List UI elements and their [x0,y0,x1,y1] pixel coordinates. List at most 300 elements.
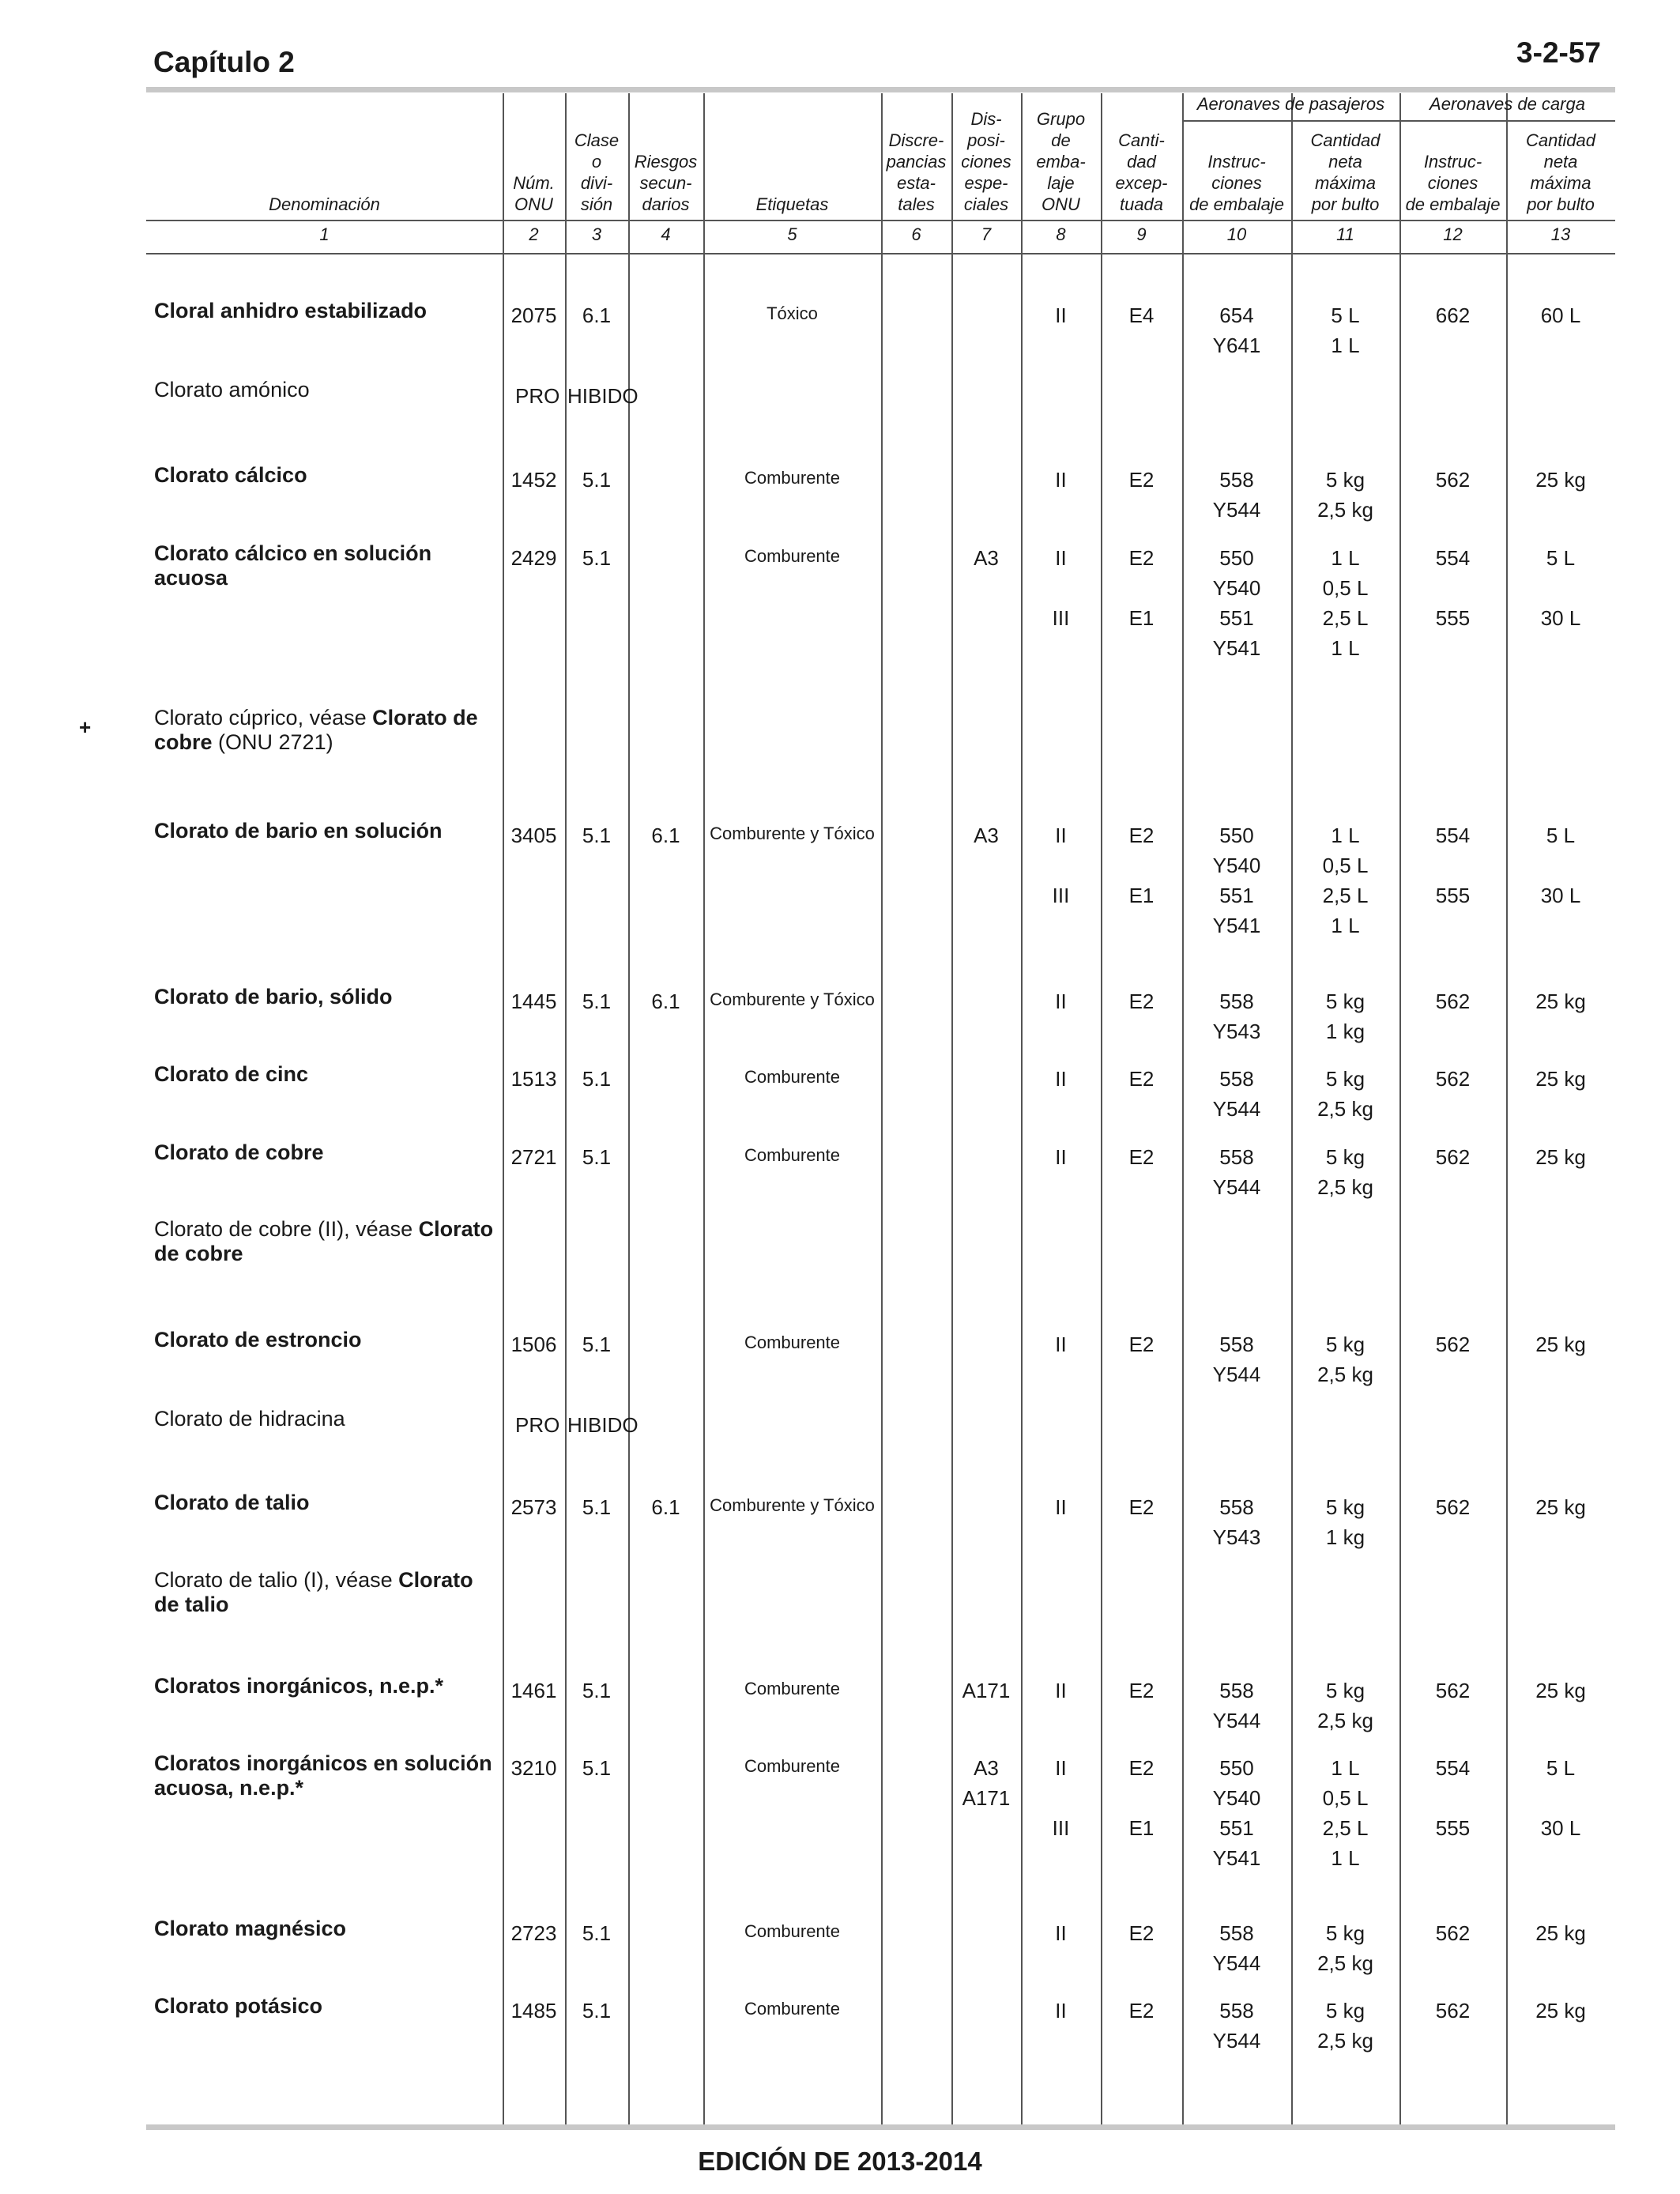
column-header-line: Núm. [513,173,555,193]
passenger-packing-instruction: Y541 [1212,914,1261,937]
un-number: 2723 [510,1921,557,1945]
column-divider [951,93,953,2124]
cargo-max-quantity: 25 kg [1535,468,1586,492]
passenger-packing-instruction: 551 [1219,884,1254,907]
un-number: 2429 [510,546,557,570]
passenger-packing-instruction: 558 [1219,1145,1254,1169]
column-number: 2 [529,224,539,244]
class-division: 5.1 [582,1495,612,1519]
excepted-quantity: E1 [1128,606,1155,630]
column-header-4 [628,151,703,215]
column-number: 10 [1226,224,1247,244]
passenger-packing-instruction: 654 [1219,303,1254,327]
passenger-max-quantity: 1 L [1331,1846,1360,1870]
substance-name [154,1140,502,1165]
packing-group: II [1055,824,1067,847]
packing-group: II [1055,1145,1067,1169]
column-header-line: Instruc- [1207,152,1266,172]
passenger-max-quantity: 5 kg [1325,990,1365,1013]
excepted-quantity: E2 [1128,1756,1155,1780]
cargo-packing-instruction: 562 [1435,468,1471,492]
substance-name-bold: Clorato cálcico [154,463,307,487]
substance-name [154,1568,502,1617]
colnum-underline [146,253,1615,254]
cargo-max-quantity: 25 kg [1535,1999,1586,2022]
cargo-packing-instruction: 562 [1435,1067,1471,1091]
hazard-label: Comburente y Tóxico [710,824,875,843]
column-header-11 [1291,130,1399,215]
cargo-max-quantity: 5 L [1546,824,1576,847]
passenger-max-quantity: 1 kg [1325,1020,1365,1043]
class-division: 5.1 [582,1067,612,1091]
passenger-packing-instruction: Y543 [1212,1525,1261,1549]
passenger-packing-instruction: 558 [1219,1067,1254,1091]
un-number: 1506 [510,1333,557,1356]
reference-text: (ONU 2721) [212,730,333,754]
substance-name-plain: Clorato amónico [154,378,310,401]
passenger-packing-instruction: Y641 [1212,334,1261,357]
column-header-line: máxima [1314,173,1376,193]
excepted-quantity: E1 [1128,884,1155,907]
substance-name [154,985,502,1009]
substance-name-bold: Clorato de bario, sólido [154,985,393,1008]
passenger-max-quantity: 5 kg [1325,468,1365,492]
hazard-label: Comburente [744,1067,841,1087]
passenger-max-quantity: 0,5 L [1322,576,1369,600]
passenger-max-quantity: 2,5 L [1322,884,1369,907]
column-number: 5 [787,224,797,244]
passenger-max-quantity: 2,5 kg [1317,2029,1373,2053]
cargo-max-quantity: 25 kg [1535,990,1586,1013]
hazard-label: Comburente y Tóxico [710,1495,875,1515]
group-underline [1182,120,1615,122]
column-header-6 [881,130,951,215]
un-number: 2573 [510,1495,557,1519]
column-header-line: secun- [639,173,692,193]
hazard-label: Comburente [744,1921,841,1941]
passenger-max-quantity: 1 kg [1325,1525,1365,1549]
column-header-10 [1182,151,1291,215]
substance-name-bold: Clorato de talio [154,1491,310,1514]
passenger-max-quantity: 2,5 kg [1317,498,1373,522]
column-header-line: ONU [1042,194,1080,214]
column-divider [881,93,883,2124]
substance-name [154,1217,502,1266]
column-header-line: Grupo [1036,109,1086,129]
reference-target: Clorato de cobre [154,706,478,754]
cargo-packing-instruction: 662 [1435,303,1471,327]
column-divider [565,93,567,2124]
packing-group: II [1055,990,1067,1013]
substance-name-bold: Cloratos inorgánicos en solución acuosa, n.e.p.* [154,1751,492,1800]
un-number: 3210 [510,1756,557,1780]
cargo-max-quantity: 5 L [1546,546,1576,570]
substance-name [154,299,502,323]
subsidiary-risk: 6.1 [651,1495,680,1519]
column-header-line: neta [1328,152,1362,172]
packing-group: II [1055,303,1067,327]
passenger-max-quantity: 1 L [1331,824,1360,847]
packing-group: II [1055,1495,1067,1519]
prohibited-text: HIBIDO [567,384,638,408]
column-header-line: por bulto [1311,194,1380,214]
class-division: 5.1 [582,546,612,570]
column-number: 3 [591,224,602,244]
column-header-line: Denominación [269,194,380,214]
passenger-max-quantity: 5 kg [1325,1495,1365,1519]
class-division: 5.1 [582,1921,612,1945]
excepted-quantity: E2 [1128,1145,1155,1169]
cargo-packing-instruction: 555 [1435,606,1471,630]
column-number: 8 [1056,224,1066,244]
passenger-packing-instruction: Y541 [1212,636,1261,660]
substance-name [154,1994,502,2019]
un-number: 1485 [510,1999,557,2022]
cargo-packing-instruction: 562 [1435,990,1471,1013]
column-header-line: pancias [886,152,947,172]
class-division: 5.1 [582,824,612,847]
column-header-line: dad [1127,152,1156,172]
cargo-packing-instruction: 562 [1435,1145,1471,1169]
column-header-line: Discre- [888,130,944,150]
passenger-max-quantity: 5 kg [1325,1333,1365,1356]
un-number: 2075 [510,303,557,327]
substance-name [154,541,502,590]
column-header-9 [1101,130,1182,215]
cargo-max-quantity: 30 L [1540,1816,1581,1840]
passenger-max-quantity: 2,5 kg [1317,1709,1373,1732]
excepted-quantity: E2 [1128,1679,1155,1702]
passenger-packing-instruction: Y540 [1212,854,1261,877]
passenger-max-quantity: 2,5 kg [1317,1951,1373,1975]
substance-name-bold: Cloral anhidro estabilizado [154,299,428,322]
substance-name [154,1917,502,1941]
un-number: 2721 [510,1145,557,1169]
column-header-line: Clase [574,130,620,150]
cargo-packing-instruction: 562 [1435,1999,1471,2022]
passenger-max-quantity: 1 L [1331,546,1360,570]
column-header-line: Cantidad [1310,130,1381,150]
un-number: 1461 [510,1679,557,1702]
packing-group: III [1052,1816,1070,1840]
column-header-12 [1399,151,1506,215]
column-header-2 [503,172,565,215]
cargo-packing-instruction: 555 [1435,884,1471,907]
packing-group: II [1055,1067,1067,1091]
column-header-line: de embalaje [1405,194,1501,214]
column-number: 7 [981,224,992,244]
column-header-line: Canti- [1118,130,1165,150]
column-number: 4 [661,224,671,244]
packing-group: II [1055,1679,1067,1702]
column-header-line: espe- [964,173,1008,193]
cargo-max-quantity: 5 L [1546,1756,1576,1780]
substance-name [154,463,502,488]
passenger-packing-instruction: Y544 [1212,2029,1261,2053]
substance-name-bold: Clorato de bario en solución [154,819,443,843]
hazard-label: Comburente [744,1333,841,1352]
passenger-packing-instruction: 550 [1219,546,1254,570]
cargo-packing-instruction: 562 [1435,1333,1471,1356]
hazard-label: Comburente [744,1999,841,2019]
hazard-label: Comburente y Tóxico [710,990,875,1009]
prohibited-text: PRO [515,1413,560,1437]
column-header-line: máxima [1530,173,1591,193]
column-header-line: tuada [1119,194,1164,214]
column-header-line: excep- [1115,173,1168,193]
column-header-1 [146,194,503,215]
column-header-line: sión [580,194,613,214]
column-number: 11 [1336,224,1354,244]
passenger-packing-instruction: Y541 [1212,1846,1261,1870]
passenger-packing-instruction: Y544 [1212,1363,1261,1386]
excepted-quantity: E2 [1128,990,1155,1013]
cargo-packing-instruction: 562 [1435,1679,1471,1702]
column-header-line: divi- [580,173,613,193]
column-header-line: posi- [967,130,1005,150]
class-division: 5.1 [582,1679,612,1702]
passenger-max-quantity: 0,5 L [1322,854,1369,877]
cargo-packing-instruction: 554 [1435,824,1471,847]
substance-name-bold: Cloratos inorgánicos, n.e.p.* [154,1674,444,1698]
substance-name [154,706,502,755]
special-provision: A3 [974,546,999,570]
column-header-line: neta [1543,152,1578,172]
passenger-max-quantity: 5 L [1331,303,1360,327]
passenger-packing-instruction: Y544 [1212,1175,1261,1199]
column-divider [703,93,705,2124]
passenger-packing-instruction: 558 [1219,1999,1254,2022]
top-rule [146,87,1615,92]
cargo-max-quantity: 25 kg [1535,1067,1586,1091]
column-divider [503,93,504,2124]
column-header-line: esta- [897,173,936,193]
column-header-line: ciones [1211,173,1262,193]
passenger-max-quantity: 5 kg [1325,1145,1365,1169]
class-division: 5.1 [582,990,612,1013]
excepted-quantity: E2 [1128,1921,1155,1945]
class-division: 5.1 [582,1999,612,2022]
subsidiary-risk: 6.1 [651,990,680,1013]
hazard-label: Comburente [744,1679,841,1698]
column-number: 6 [911,224,921,244]
substance-name [154,1062,502,1087]
cargo-packing-instruction: 555 [1435,1816,1471,1840]
packing-group: II [1055,546,1067,570]
substance-name-bold: Clorato de cinc [154,1062,309,1086]
column-header-line: o [591,152,602,172]
substance-name [154,819,502,843]
column-number: 13 [1550,224,1571,244]
hazard-label: Comburente [744,468,841,488]
subsidiary-risk: 6.1 [651,824,680,847]
cargo-packing-instruction: 562 [1435,1495,1471,1519]
column-header-line: Dis- [970,109,1002,129]
passenger-max-quantity: 1 L [1331,334,1360,357]
cargo-max-quantity: 25 kg [1535,1679,1586,1702]
hazard-label: Comburente [744,546,841,566]
column-header-line: Etiquetas [755,194,829,214]
class-division: 5.1 [582,468,612,492]
substance-name [154,1751,502,1800]
class-division: 5.1 [582,1145,612,1169]
reference-target: Clorato de cobre [154,1217,494,1265]
un-number: 1445 [510,990,557,1013]
substance-name-bold: Clorato de estroncio [154,1328,362,1351]
passenger-packing-instruction: 558 [1219,990,1254,1013]
hazard-label: Tóxico [767,303,818,323]
excepted-quantity: E2 [1128,824,1155,847]
excepted-quantity: E2 [1128,1333,1155,1356]
passenger-max-quantity: 5 kg [1325,1921,1365,1945]
class-division: 5.1 [582,1756,612,1780]
column-header-5 [703,194,881,215]
substance-name [154,378,502,402]
substance-name [154,1328,502,1352]
column-header-line: Cantidad [1525,130,1596,150]
cargo-packing-instruction: 562 [1435,1921,1471,1945]
passenger-packing-instruction: 551 [1219,606,1254,630]
excepted-quantity: E4 [1128,303,1155,327]
cargo-max-quantity: 25 kg [1535,1921,1586,1945]
passenger-max-quantity: 2,5 kg [1317,1363,1373,1386]
passenger-max-quantity: 5 kg [1325,1999,1365,2022]
special-provision: A171 [962,1786,1011,1810]
excepted-quantity: E2 [1128,546,1155,570]
column-header-line: darios [642,194,690,214]
passenger-max-quantity: 5 kg [1325,1067,1365,1091]
passenger-packing-instruction: Y544 [1212,1951,1261,1975]
column-header-line: Instruc- [1423,152,1482,172]
passenger-packing-instruction: Y543 [1212,1020,1261,1043]
passenger-packing-instruction: 558 [1219,1495,1254,1519]
packing-group: II [1055,1921,1067,1945]
passenger-packing-instruction: 551 [1219,1816,1254,1840]
excepted-quantity: E2 [1128,468,1155,492]
substance-name [154,1491,502,1515]
passenger-aircraft-header: Aeronaves de pasajeros [1196,94,1385,114]
packing-group: II [1055,1333,1067,1356]
passenger-packing-instruction: 550 [1219,1756,1254,1780]
passenger-packing-instruction: Y540 [1212,576,1261,600]
revision-mark: + [79,715,92,739]
substance-name [154,1674,502,1698]
column-header-line: ciones [961,152,1011,172]
passenger-packing-instruction: Y544 [1212,1097,1261,1121]
cargo-max-quantity: 25 kg [1535,1495,1586,1519]
column-number: 1 [319,224,330,244]
prohibited-text: HIBIDO [567,1413,638,1437]
chapter-title: Capítulo 2 [153,46,295,78]
cargo-max-quantity: 30 L [1540,606,1581,630]
substance-name-bold: Clorato potásico [154,1994,323,2018]
hazard-label: Comburente [744,1756,841,1776]
column-header-line: ciales [963,194,1009,214]
excepted-quantity: E1 [1128,1816,1155,1840]
passenger-max-quantity: 5 kg [1325,1679,1365,1702]
column-header-8 [1021,108,1101,215]
un-number: 1513 [510,1067,557,1091]
column-header-line: por bulto [1527,194,1595,214]
passenger-packing-instruction: 558 [1219,1333,1254,1356]
substance-name-bold: Clorato magnésico [154,1917,347,1940]
packing-group: II [1055,1999,1067,2022]
column-header-line: laje [1047,173,1075,193]
passenger-max-quantity: 0,5 L [1322,1786,1369,1810]
special-provision: A3 [974,824,999,847]
passenger-packing-instruction: Y544 [1212,498,1261,522]
packing-group: III [1052,606,1070,630]
prohibited-text: PRO [515,384,560,408]
column-header-line: Riesgos [634,152,698,172]
class-division: 5.1 [582,1333,612,1356]
column-header-line: ONU [514,194,553,214]
excepted-quantity: E2 [1128,1067,1155,1091]
column-header-7 [951,108,1021,215]
reference-text: Clorato cúprico, véase [154,706,373,729]
substance-name-bold: Clorato de cobre [154,1140,324,1164]
column-header-3 [565,130,628,215]
edition-footer: EDICIÓN DE 2013-2014 [698,2147,982,2176]
column-header-line: tales [898,194,935,214]
passenger-max-quantity: 1 L [1331,914,1360,937]
passenger-packing-instruction: 558 [1219,1679,1254,1702]
column-number: 12 [1443,224,1463,244]
passenger-max-quantity: 2,5 L [1322,606,1369,630]
page-number: 3-2-57 [1516,36,1601,69]
substance-name [154,1407,502,1431]
excepted-quantity: E2 [1128,1999,1155,2022]
cargo-packing-instruction: 554 [1435,1756,1471,1780]
header-underline [146,220,1615,221]
passenger-packing-instruction: 558 [1219,1921,1254,1945]
reference-text: Clorato de cobre (II), véase [154,1217,419,1241]
column-number: 9 [1136,224,1147,244]
bottom-rule [146,2124,1615,2130]
cargo-packing-instruction: 554 [1435,546,1471,570]
passenger-max-quantity: 1 L [1331,636,1360,660]
cargo-max-quantity: 60 L [1540,303,1581,327]
reference-target: Clorato de talio [154,1568,473,1616]
column-header-line: de [1051,130,1071,150]
packing-group: II [1055,1756,1067,1780]
column-header-line: de embalaje [1189,194,1284,214]
passenger-max-quantity: 2,5 L [1322,1816,1369,1840]
un-number: 1452 [510,468,557,492]
class-division: 6.1 [582,303,612,327]
cargo-max-quantity: 30 L [1540,884,1581,907]
passenger-max-quantity: 2,5 kg [1317,1175,1373,1199]
hazard-label: Comburente [744,1145,841,1165]
cargo-aircraft-header: Aeronaves de carga [1430,94,1585,114]
passenger-packing-instruction: 550 [1219,824,1254,847]
substance-name-bold: Clorato cálcico en solución acuosa [154,541,432,590]
packing-group: III [1052,884,1070,907]
special-provision: A3 [974,1756,999,1780]
passenger-max-quantity: 1 L [1331,1756,1360,1780]
special-provision: A171 [962,1679,1011,1702]
column-header-line: ciones [1427,173,1478,193]
passenger-packing-instruction: Y544 [1212,1709,1261,1732]
column-header-13 [1506,130,1615,215]
un-number: 3405 [510,824,557,847]
reference-text: Clorato de talio (I), véase [154,1568,399,1592]
passenger-packing-instruction: Y540 [1212,1786,1261,1810]
passenger-max-quantity: 2,5 kg [1317,1097,1373,1121]
cargo-max-quantity: 25 kg [1535,1145,1586,1169]
substance-name-plain: Clorato de hidracina [154,1407,345,1431]
excepted-quantity: E2 [1128,1495,1155,1519]
